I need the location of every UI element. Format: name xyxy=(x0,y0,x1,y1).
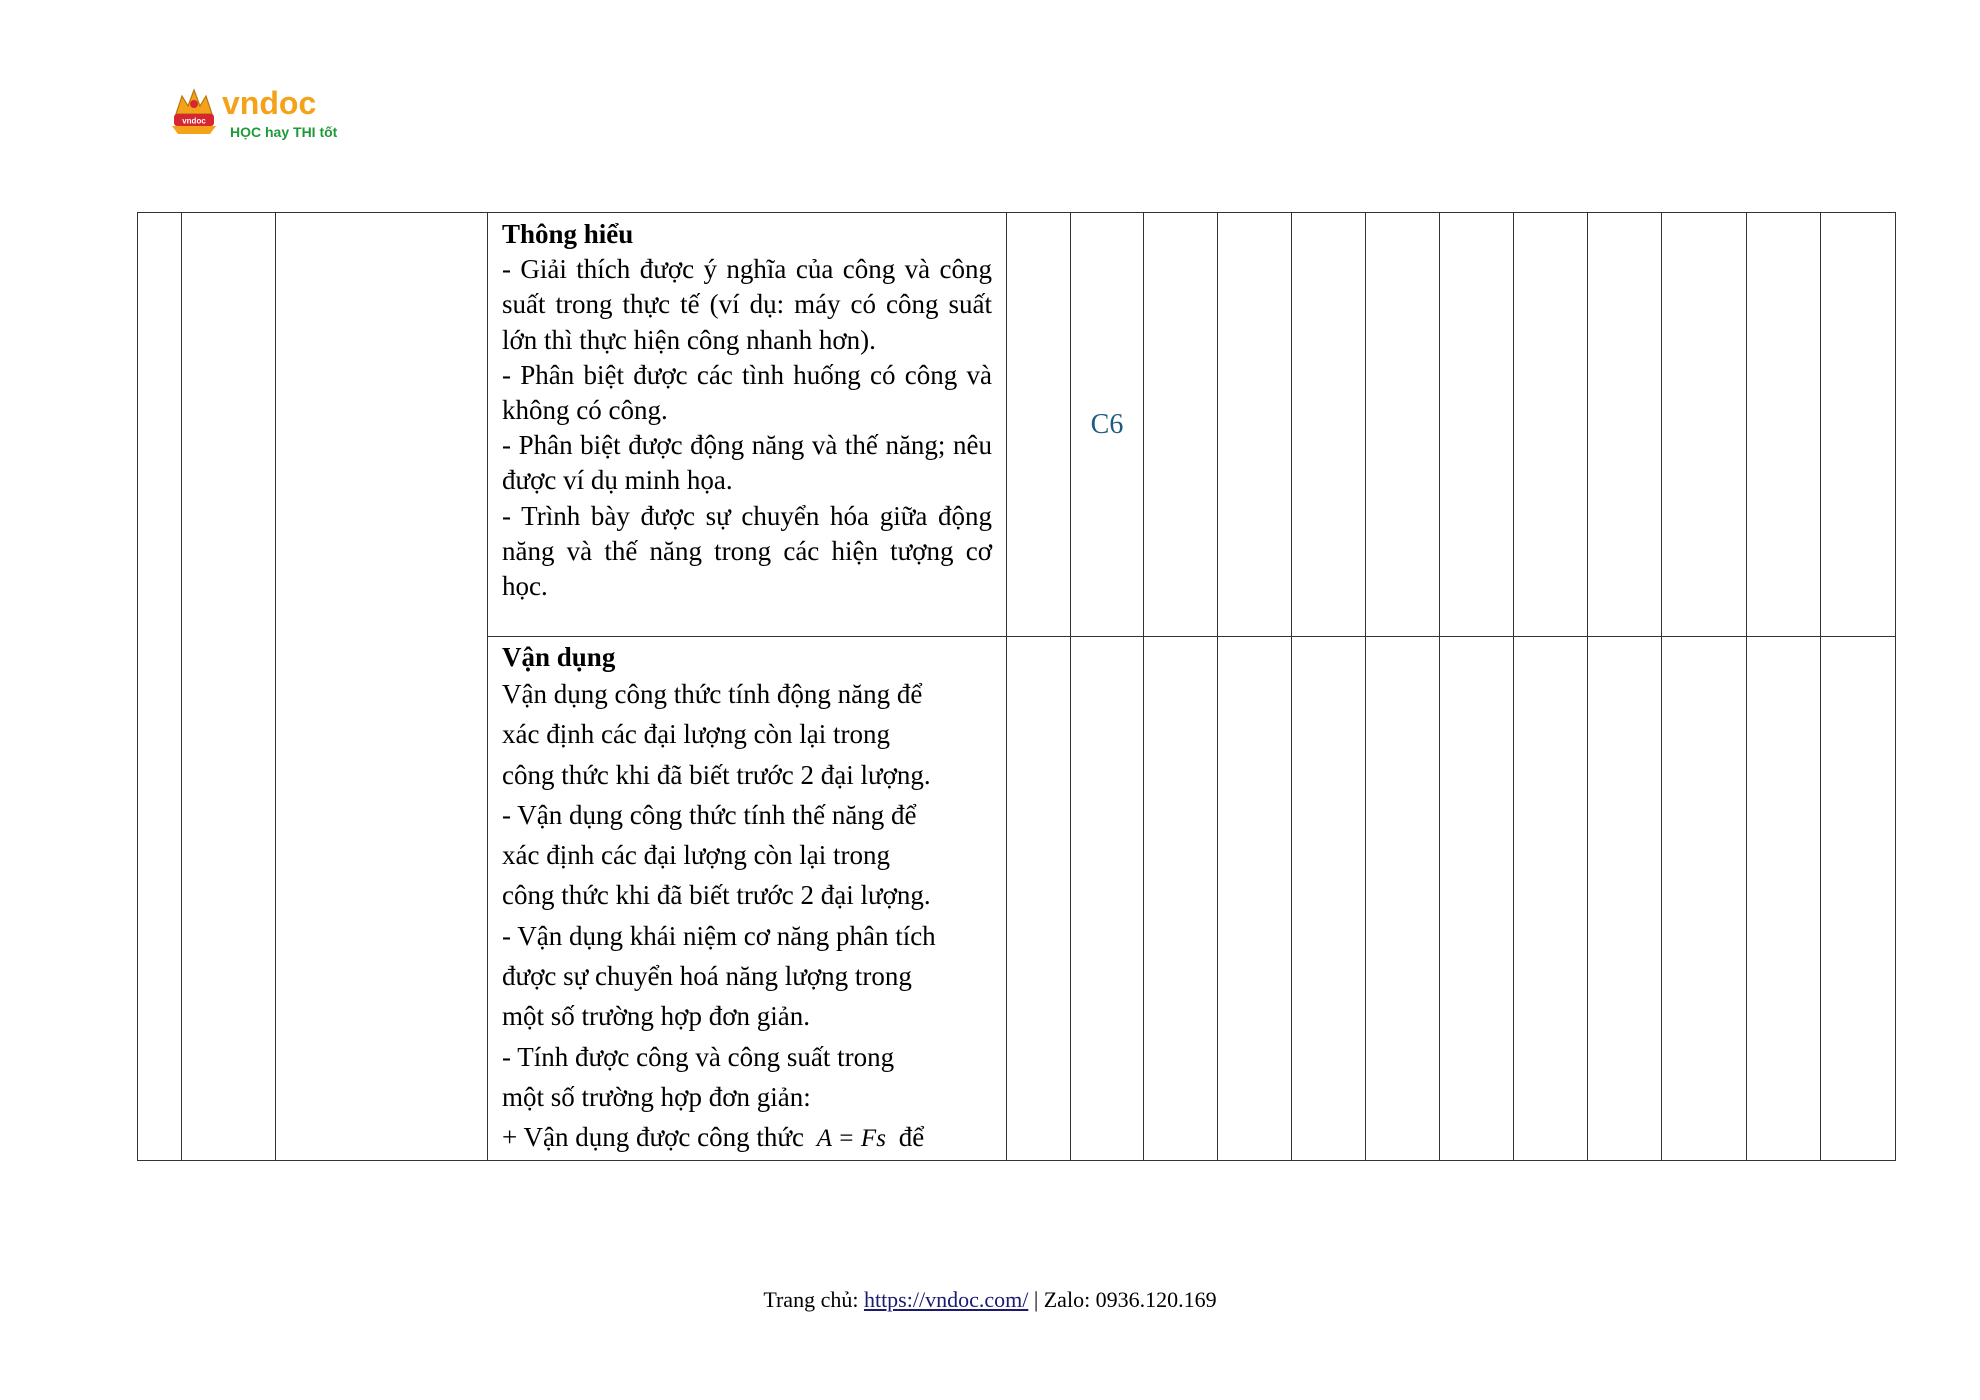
table-cell xyxy=(1588,637,1662,1161)
table-cell xyxy=(1218,637,1292,1161)
table-cell xyxy=(1821,213,1896,637)
table-cell xyxy=(276,213,488,1161)
logo-badge-text: vndoc xyxy=(182,116,206,126)
logo-brand-text: vndoc xyxy=(222,85,317,121)
logo-tagline: HỌC hay THI tốt xyxy=(230,124,338,140)
requirement-line: được sự chuyển hoá năng lượng trong xyxy=(502,961,912,992)
requirement-line: - Vận dụng khái niệm cơ năng phân tích xyxy=(502,920,936,951)
table-cell xyxy=(1366,637,1440,1161)
table-cell xyxy=(1747,213,1821,637)
table-cell xyxy=(1514,213,1588,637)
level-heading: Vận dụng xyxy=(502,642,616,672)
footer-label: Trang chủ: xyxy=(763,1287,859,1312)
table-cell xyxy=(182,213,276,1161)
logo-mark xyxy=(168,84,368,148)
question-label: C6 xyxy=(1090,408,1124,440)
requirement-line: Vận dụng công thức tính động năng để xyxy=(502,679,923,709)
requirement-line-formula xyxy=(502,1117,992,1159)
table-cell xyxy=(1366,213,1440,637)
table-cell xyxy=(1662,637,1747,1161)
table-cell xyxy=(1144,637,1218,1161)
table-cell xyxy=(1218,213,1292,637)
question-cell xyxy=(1071,637,1144,1161)
requirement-line: xác định các đại lượng còn lại trong xyxy=(502,840,891,871)
table-cell xyxy=(1747,637,1821,1161)
requirement-cell-understanding xyxy=(488,213,1007,637)
requirement-line: - Vận dụng công thức tính thế năng để xyxy=(502,799,917,830)
formula-prefix: + Vận dụng được công thức xyxy=(502,1122,804,1153)
requirement-line: xác định các đại lượng còn lại trong xyxy=(502,719,891,750)
table-cell xyxy=(1007,213,1071,637)
table-cell xyxy=(138,213,182,1161)
formula-work: A = Fs xyxy=(816,1125,886,1153)
specification-matrix-table xyxy=(137,212,1896,1161)
homepage-link[interactable]: https://vndoc.com/ xyxy=(863,1287,1029,1312)
table-cell xyxy=(1292,637,1366,1161)
requirement-line: một số trường hợp đơn giản: xyxy=(502,1081,811,1112)
requirement-line: công thức khi đã biết trước 2 đại lượng. xyxy=(502,759,931,790)
requirement-line: - Phân biệt được các tình huống có công và không có công. xyxy=(502,359,992,426)
table-cell xyxy=(1588,213,1662,637)
table-cell xyxy=(1514,637,1588,1161)
table-cell xyxy=(1662,213,1747,637)
table-cell xyxy=(1440,213,1514,637)
page-footer xyxy=(0,1287,1980,1313)
footer-contact: | Zalo: 0936.120.169 xyxy=(1033,1287,1217,1312)
requirement-line: - Trình bày được sự chuyển hóa giữa động năng và thế năng trong các hiện tượng cơ học. xyxy=(502,500,992,602)
table-cell xyxy=(1007,637,1071,1161)
table-cell xyxy=(1440,637,1514,1161)
requirement-cell-application xyxy=(488,637,1007,1161)
table-cell xyxy=(1292,213,1366,637)
requirement-line: một số trường hợp đơn giản. xyxy=(502,1001,810,1032)
table-cell xyxy=(1144,213,1218,637)
requirement-line: - Giải thích được ý nghĩa của công và công suất trong thực tế (ví dụ: máy có công suất lớn thì thực hiện công nhanh hơn). xyxy=(502,254,992,355)
level-heading: Thông hiểu xyxy=(502,219,634,249)
formula-suffix: để xyxy=(898,1122,925,1153)
vndoc-logo[interactable] xyxy=(168,84,368,148)
requirement-line: - Tính được công và công suất trong xyxy=(502,1041,895,1072)
requirement-line: - Phân biệt được động năng và thế năng; nêu được ví dụ minh họa. xyxy=(502,430,992,496)
table-row xyxy=(138,213,1896,637)
table-cell xyxy=(1821,637,1896,1161)
question-cell xyxy=(1071,213,1144,637)
requirement-line: công thức khi đã biết trước 2 đại lượng. xyxy=(502,880,931,911)
